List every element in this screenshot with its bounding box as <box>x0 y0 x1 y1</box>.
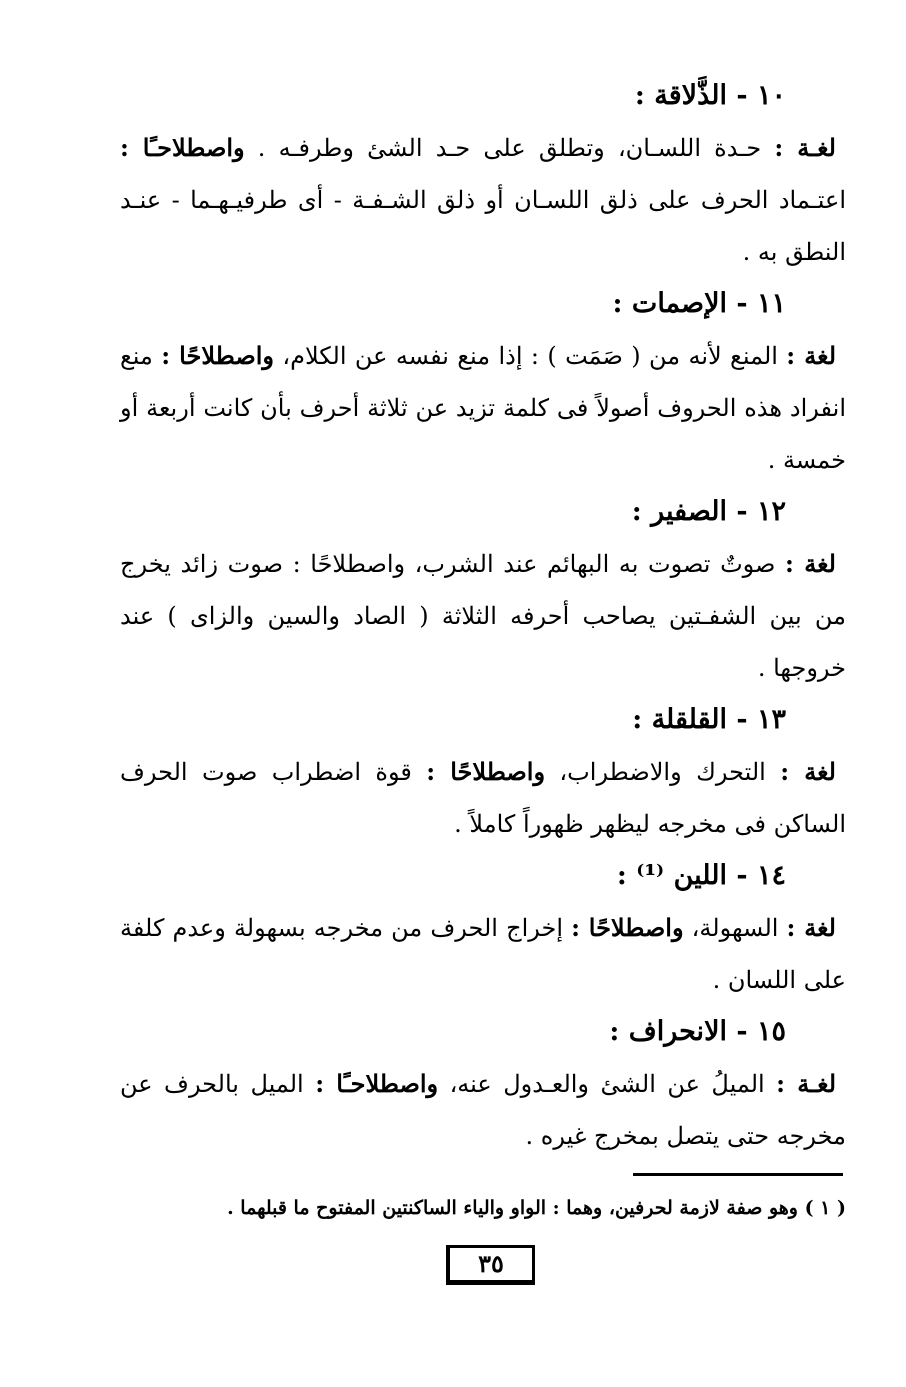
lugha-label: لغة : <box>786 341 837 370</box>
lugha-label: لغة : <box>780 757 836 786</box>
section-text <box>120 746 846 850</box>
istilah-text: الميل بالحرف عن مخرجه حتى يتصل بمخرج غيره . <box>120 1070 846 1150</box>
section-heading: ١٢ - الصفير : <box>631 496 786 527</box>
section-heading: ١٤ - اللين ⁽¹⁾ : <box>616 860 786 891</box>
section-heading: ١٠ - الذَّلاقة : <box>634 80 786 111</box>
istilah-text: قوة اضطراب صوت الحرف الساكن فى مخرجه ليظهر ظهوراً كاملاً . <box>120 758 846 838</box>
lugha-text: الميلُ عن الشئ والعـدول عنه، <box>438 1070 777 1098</box>
lugha-label: لغـة : <box>776 1069 837 1098</box>
section-heading: ١١ - الإصمات : <box>612 288 786 319</box>
section-lin <box>120 850 846 1006</box>
section-safir <box>120 486 846 694</box>
istilah-text: منع انفراد هذه الحروف أصولاً فى كلمة تزيد عن ثلاثة أحرف بأن كانت أربعة أو خمسة . <box>120 342 846 474</box>
section-dhalaqa <box>120 70 846 278</box>
istilah-text: اعتـماد الحرف على ذلق اللسـان أو ذلق الشـفـة - أى طرفيـهـما - عنـد النطق به . <box>120 186 846 266</box>
lugha-text: صوتٌ تصوت به البهائم عند الشرب، واصطلاحًا : صوت زائد يخرج من بين الشفـتين يصاحب أحرفه الثلاثة ( الصاد والسين والزاى ) عند خروجها . <box>120 550 846 682</box>
lugha-text: السهولة، <box>683 914 787 942</box>
lugha-text: حـدة اللسـان، وتطلق على حـد الشئ وطرفـه . <box>244 134 775 162</box>
section-text <box>120 902 846 1006</box>
lugha-text: المنع لأنه من ( صَمَت ) : إذا منع نفسه عن الكلام، <box>273 342 787 370</box>
footnote-divider <box>633 1173 843 1176</box>
section-heading: ١٣ - القلقلة : <box>632 704 786 735</box>
lugha-label: لغة : <box>786 913 836 942</box>
section-qalqala <box>120 694 846 850</box>
lugha-label: لغـة : <box>774 133 836 162</box>
istilah-label: واصطلاحًا : <box>571 913 684 942</box>
lugha-text: التحرك والاضطراب، <box>545 758 781 786</box>
istilah-label: واصطلاحًا : <box>161 341 274 370</box>
section-ismat <box>120 278 846 486</box>
istilah-text: إخراج الحرف من مخرجه بسهولة وعدم كلفة على اللسان . <box>120 914 846 994</box>
section-heading: ١٥ - الانحراف : <box>609 1016 786 1047</box>
istilah-label: واصطلاحـًا : <box>120 133 245 162</box>
lugha-label: لغة : <box>785 549 836 578</box>
footnote: ( ١ ) وهو صفة لازمة لحرفين، وهما : الواو والياء الساكنتين المفتوح ما قبلهما . <box>227 1197 846 1219</box>
section-text <box>120 1058 846 1162</box>
section-text <box>120 538 846 694</box>
section-text <box>120 122 846 278</box>
section-text <box>120 330 846 486</box>
page-body <box>120 70 846 1162</box>
page-number: ٣٥ <box>446 1245 535 1285</box>
istilah-label: واصطلاحًا : <box>426 757 546 786</box>
section-inhiraf <box>120 1006 846 1162</box>
istilah-label: واصطلاحـًا : <box>315 1069 439 1098</box>
